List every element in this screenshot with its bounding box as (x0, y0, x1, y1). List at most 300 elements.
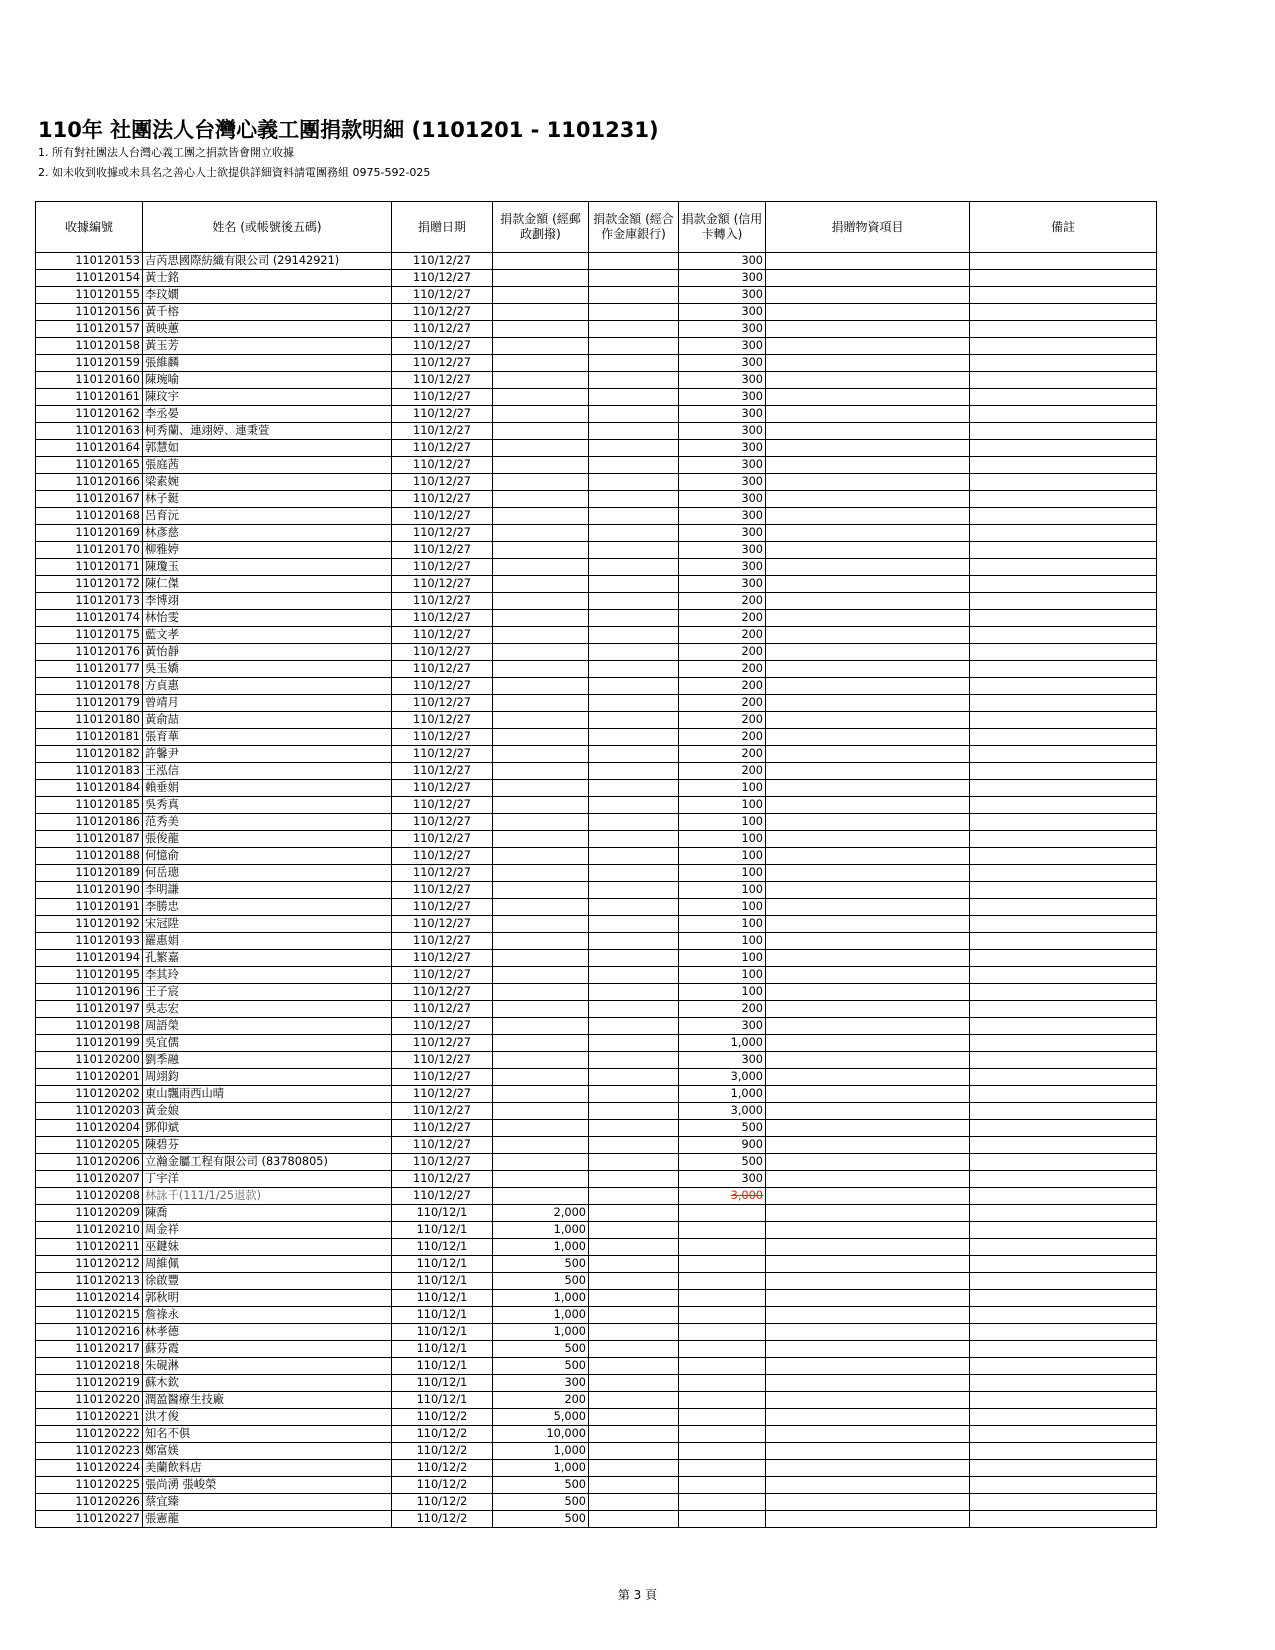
remarks-cell (970, 916, 1157, 933)
table-row (36, 1018, 1157, 1035)
card-amount-cell (679, 1341, 766, 1358)
items-cell (766, 712, 970, 729)
items-cell (766, 627, 970, 644)
receipt-no-cell: 110120184 (36, 780, 143, 797)
receipt-no-cell: 110120222 (36, 1426, 143, 1443)
note-receipt: 1. 所有對社團法人台灣心義工團之捐款皆會開立收據 (38, 146, 294, 159)
card-amount-cell: 200 (679, 1001, 766, 1018)
donor-name-cell: 林彥慈 (143, 525, 392, 542)
table-row (36, 542, 1157, 559)
donation-date-cell: 110/12/2 (392, 1426, 493, 1443)
donor-name-cell: 宋冠陞 (143, 916, 392, 933)
postal-amount-cell (493, 338, 589, 355)
card-amount-cell: 100 (679, 797, 766, 814)
donor-name-cell: 蘇木欽 (143, 1375, 392, 1392)
remarks-cell (970, 1188, 1157, 1205)
items-cell (766, 1324, 970, 1341)
donation-date-cell: 110/12/27 (392, 1137, 493, 1154)
donor-name-cell: 朱硯淋 (143, 1358, 392, 1375)
card-amount-cell: 200 (679, 678, 766, 695)
donation-date-cell: 110/12/1 (392, 1307, 493, 1324)
donor-name-cell: 王泓信 (143, 763, 392, 780)
postal-amount-cell (493, 287, 589, 304)
items-cell (766, 661, 970, 678)
donor-name-cell: 陳瓊玉 (143, 559, 392, 576)
postal-amount-cell (493, 746, 589, 763)
items-cell (766, 1375, 970, 1392)
donation-date-cell: 110/12/27 (392, 729, 493, 746)
donor-name-cell: 陳喬 (143, 1205, 392, 1222)
table-row (36, 1494, 1157, 1511)
remarks-cell (970, 338, 1157, 355)
remarks-cell (970, 1290, 1157, 1307)
bank-amount-cell (589, 474, 679, 491)
bank-amount-cell (589, 1018, 679, 1035)
donor-name-cell: 吳志宏 (143, 1001, 392, 1018)
items-cell (766, 372, 970, 389)
bank-amount-cell (589, 304, 679, 321)
card-amount-cell (679, 1290, 766, 1307)
table-row (36, 746, 1157, 763)
postal-amount-cell (493, 1171, 589, 1188)
card-amount-cell: 100 (679, 984, 766, 1001)
remarks-cell (970, 1137, 1157, 1154)
remarks-cell (970, 1324, 1157, 1341)
remarks-cell (970, 678, 1157, 695)
receipt-no-cell: 110120163 (36, 423, 143, 440)
card-amount-cell: 100 (679, 848, 766, 865)
donor-name-cell: 陳碧芬 (143, 1137, 392, 1154)
donation-date-cell: 110/12/27 (392, 1052, 493, 1069)
receipt-no-cell: 110120156 (36, 304, 143, 321)
receipt-no-cell: 110120188 (36, 848, 143, 865)
bank-amount-cell (589, 1205, 679, 1222)
postal-amount-cell (493, 1001, 589, 1018)
receipt-no-cell: 110120157 (36, 321, 143, 338)
remarks-cell (970, 1375, 1157, 1392)
card-amount-cell: 3,000 (679, 1103, 766, 1120)
receipt-no-cell: 110120166 (36, 474, 143, 491)
table-row (36, 1001, 1157, 1018)
postal-amount-cell: 200 (493, 1392, 589, 1409)
postal-amount-cell (493, 457, 589, 474)
postal-amount-cell (493, 1154, 589, 1171)
donor-name-cell: 張憲龍 (143, 1511, 392, 1528)
receipt-no-cell: 110120169 (36, 525, 143, 542)
donor-name-cell: 林孝德 (143, 1324, 392, 1341)
donor-name-cell: 何憶俞 (143, 848, 392, 865)
donation-date-cell: 110/12/27 (392, 933, 493, 950)
items-cell (766, 1494, 970, 1511)
bank-amount-cell (589, 831, 679, 848)
card-amount-cell: 300 (679, 542, 766, 559)
donation-date-cell: 110/12/2 (392, 1511, 493, 1528)
donation-date-cell: 110/12/27 (392, 814, 493, 831)
table-row (36, 933, 1157, 950)
postal-amount-cell: 1,000 (493, 1324, 589, 1341)
bank-amount-cell (589, 797, 679, 814)
donation-date-cell: 110/12/27 (392, 542, 493, 559)
donor-name-cell: 蘇芬霞 (143, 1341, 392, 1358)
postal-amount-cell (493, 508, 589, 525)
card-amount-cell: 300 (679, 406, 766, 423)
bank-amount-cell (589, 1324, 679, 1341)
postal-amount-cell (493, 950, 589, 967)
card-amount-cell: 200 (679, 661, 766, 678)
remarks-cell (970, 848, 1157, 865)
card-amount-cell: 200 (679, 729, 766, 746)
receipt-no-cell: 110120204 (36, 1120, 143, 1137)
donation-date-cell: 110/12/1 (392, 1392, 493, 1409)
table-row (36, 423, 1157, 440)
bank-amount-cell (589, 644, 679, 661)
card-amount-cell: 300 (679, 440, 766, 457)
donor-name-cell: 周翊鈞 (143, 1069, 392, 1086)
items-cell (766, 984, 970, 1001)
donor-name-cell: 蔡宜臻 (143, 1494, 392, 1511)
table-row (36, 559, 1157, 576)
items-cell (766, 321, 970, 338)
receipt-no-cell: 110120224 (36, 1460, 143, 1477)
donation-date-cell: 110/12/27 (392, 423, 493, 440)
col-remarks: 備註 (970, 202, 1157, 253)
receipt-no-cell: 110120206 (36, 1154, 143, 1171)
receipt-no-cell: 110120202 (36, 1086, 143, 1103)
items-cell (766, 882, 970, 899)
remarks-cell (970, 457, 1157, 474)
receipt-no-cell: 110120205 (36, 1137, 143, 1154)
postal-amount-cell: 500 (493, 1494, 589, 1511)
items-cell (766, 1001, 970, 1018)
items-cell (766, 1222, 970, 1239)
table-row (36, 440, 1157, 457)
donation-date-cell: 110/12/27 (392, 389, 493, 406)
bank-amount-cell (589, 916, 679, 933)
postal-amount-cell (493, 542, 589, 559)
donation-date-cell: 110/12/27 (392, 695, 493, 712)
table-row (36, 1460, 1157, 1477)
bank-amount-cell (589, 1392, 679, 1409)
donation-date-cell: 110/12/27 (392, 865, 493, 882)
donation-date-cell: 110/12/27 (392, 831, 493, 848)
card-amount-cell: 200 (679, 593, 766, 610)
table-row (36, 1324, 1157, 1341)
donation-date-cell: 110/12/1 (392, 1341, 493, 1358)
remarks-cell (970, 508, 1157, 525)
postal-amount-cell (493, 440, 589, 457)
donor-name-cell: 方貞惠 (143, 678, 392, 695)
remarks-cell (970, 780, 1157, 797)
card-amount-cell: 300 (679, 576, 766, 593)
bank-amount-cell (589, 423, 679, 440)
bank-amount-cell (589, 1239, 679, 1256)
donor-name-cell: 羅惠娟 (143, 933, 392, 950)
card-amount-cell: 300 (679, 355, 766, 372)
donation-date-cell: 110/12/1 (392, 1358, 493, 1375)
bank-amount-cell (589, 1103, 679, 1120)
card-amount-cell (679, 1205, 766, 1222)
receipt-no-cell: 110120186 (36, 814, 143, 831)
items-cell (766, 576, 970, 593)
card-amount-cell: 300 (679, 1018, 766, 1035)
receipt-no-cell: 110120220 (36, 1392, 143, 1409)
items-cell (766, 678, 970, 695)
bank-amount-cell (589, 355, 679, 372)
items-cell (766, 746, 970, 763)
receipt-no-cell: 110120223 (36, 1443, 143, 1460)
table-row (36, 1375, 1157, 1392)
remarks-cell (970, 695, 1157, 712)
bank-amount-cell (589, 899, 679, 916)
remarks-cell (970, 746, 1157, 763)
card-amount-cell: 500 (679, 1154, 766, 1171)
items-cell (766, 916, 970, 933)
items-cell (766, 644, 970, 661)
bank-amount-cell (589, 508, 679, 525)
card-amount-cell: 200 (679, 746, 766, 763)
donation-date-cell: 110/12/27 (392, 253, 493, 270)
table-body (36, 253, 1157, 1528)
receipt-no-cell: 110120167 (36, 491, 143, 508)
items-cell (766, 695, 970, 712)
bank-amount-cell (589, 525, 679, 542)
receipt-no-cell: 110120199 (36, 1035, 143, 1052)
remarks-cell (970, 899, 1157, 916)
card-amount-cell (679, 1375, 766, 1392)
card-amount-cell (679, 1256, 766, 1273)
receipt-no-cell: 110120153 (36, 253, 143, 270)
donation-date-cell: 110/12/2 (392, 1460, 493, 1477)
table-row (36, 1409, 1157, 1426)
donor-name-cell: 李玟嫺 (143, 287, 392, 304)
donation-date-cell: 110/12/27 (392, 474, 493, 491)
donation-date-cell: 110/12/27 (392, 678, 493, 695)
donor-name-cell: 劉季融 (143, 1052, 392, 1069)
remarks-cell (970, 1069, 1157, 1086)
card-amount-cell: 100 (679, 950, 766, 967)
table-row (36, 1477, 1157, 1494)
card-amount-cell (679, 1239, 766, 1256)
donor-name-cell: 李勝忠 (143, 899, 392, 916)
items-cell (766, 1273, 970, 1290)
table-row (36, 508, 1157, 525)
bank-amount-cell (589, 1409, 679, 1426)
postal-amount-cell: 500 (493, 1341, 589, 1358)
table-row (36, 372, 1157, 389)
remarks-cell (970, 474, 1157, 491)
remarks-cell (970, 423, 1157, 440)
receipt-no-cell: 110120179 (36, 695, 143, 712)
bank-amount-cell (589, 1154, 679, 1171)
postal-amount-cell (493, 576, 589, 593)
items-cell (766, 1477, 970, 1494)
bank-amount-cell (589, 1001, 679, 1018)
card-amount-cell (679, 1477, 766, 1494)
postal-amount-cell (493, 559, 589, 576)
remarks-cell (970, 1307, 1157, 1324)
table-row (36, 865, 1157, 882)
postal-amount-cell (493, 882, 589, 899)
bank-amount-cell (589, 746, 679, 763)
table-row (36, 916, 1157, 933)
donor-name-cell: 吳玉嬌 (143, 661, 392, 678)
donor-name-cell: 何岳璁 (143, 865, 392, 882)
bank-amount-cell (589, 1375, 679, 1392)
table-row (36, 270, 1157, 287)
items-cell (766, 525, 970, 542)
items-cell (766, 1018, 970, 1035)
remarks-cell (970, 1086, 1157, 1103)
postal-amount-cell (493, 1052, 589, 1069)
donation-date-cell: 110/12/27 (392, 1154, 493, 1171)
col-postal: 捐款金額 (經郵政劃撥) (493, 202, 589, 253)
table-row (36, 1256, 1157, 1273)
receipt-no-cell: 110120198 (36, 1018, 143, 1035)
items-cell (766, 1188, 970, 1205)
receipt-no-cell: 110120212 (36, 1256, 143, 1273)
bank-amount-cell (589, 338, 679, 355)
donor-name-cell: 立瀚金屬工程有限公司 (83780805) (143, 1154, 392, 1171)
donation-date-cell: 110/12/27 (392, 1069, 493, 1086)
remarks-cell (970, 1035, 1157, 1052)
donation-date-cell: 110/12/27 (392, 882, 493, 899)
table-row (36, 899, 1157, 916)
remarks-cell (970, 933, 1157, 950)
bank-amount-cell (589, 440, 679, 457)
items-cell (766, 933, 970, 950)
donor-name-cell: 張俊龍 (143, 831, 392, 848)
card-amount-cell: 300 (679, 287, 766, 304)
remarks-cell (970, 644, 1157, 661)
card-amount-cell (679, 1460, 766, 1477)
table-row (36, 1341, 1157, 1358)
card-amount-cell: 100 (679, 916, 766, 933)
remarks-cell (970, 1358, 1157, 1375)
items-cell (766, 1052, 970, 1069)
receipt-no-cell: 110120207 (36, 1171, 143, 1188)
receipt-no-cell: 110120208 (36, 1188, 143, 1205)
donor-name-cell: 張庭茜 (143, 457, 392, 474)
items-cell (766, 406, 970, 423)
donation-date-cell: 110/12/27 (392, 355, 493, 372)
items-cell (766, 508, 970, 525)
card-amount-cell: 100 (679, 865, 766, 882)
remarks-cell (970, 406, 1157, 423)
donation-date-cell: 110/12/1 (392, 1256, 493, 1273)
table-row (36, 1052, 1157, 1069)
remarks-cell (970, 661, 1157, 678)
table-row (36, 389, 1157, 406)
remarks-cell (970, 542, 1157, 559)
table-row (36, 253, 1157, 270)
receipt-no-cell: 110120219 (36, 1375, 143, 1392)
postal-amount-cell (493, 1086, 589, 1103)
table-row (36, 950, 1157, 967)
table-header-row (36, 202, 1157, 253)
items-cell (766, 1358, 970, 1375)
items-cell (766, 780, 970, 797)
card-amount-cell: 900 (679, 1137, 766, 1154)
receipt-no-cell: 110120195 (36, 967, 143, 984)
bank-amount-cell (589, 1120, 679, 1137)
donor-name-cell: 巫鍵妹 (143, 1239, 392, 1256)
donor-name-cell: 周語榮 (143, 1018, 392, 1035)
donor-name-cell: 李其玲 (143, 967, 392, 984)
donor-name-cell: 陳玟宇 (143, 389, 392, 406)
receipt-no-cell: 110120190 (36, 882, 143, 899)
donor-name-cell: 許馨尹 (143, 746, 392, 763)
donor-name-cell: 周維佩 (143, 1256, 392, 1273)
receipt-no-cell: 110120213 (36, 1273, 143, 1290)
donor-name-cell: 林怡雯 (143, 610, 392, 627)
table-row (36, 576, 1157, 593)
donor-name-cell: 陳琬喻 (143, 372, 392, 389)
receipt-no-cell: 110120170 (36, 542, 143, 559)
table-row (36, 1222, 1157, 1239)
items-cell (766, 899, 970, 916)
remarks-cell (970, 321, 1157, 338)
bank-amount-cell (589, 661, 679, 678)
items-cell (766, 1290, 970, 1307)
remarks-cell (970, 950, 1157, 967)
donation-date-cell: 110/12/27 (392, 270, 493, 287)
items-cell (766, 542, 970, 559)
items-cell (766, 1239, 970, 1256)
donor-name-cell: 陳仁傑 (143, 576, 392, 593)
bank-amount-cell (589, 1494, 679, 1511)
receipt-no-cell: 110120173 (36, 593, 143, 610)
postal-amount-cell (493, 661, 589, 678)
donor-name-cell: 曾靖月 (143, 695, 392, 712)
remarks-cell (970, 491, 1157, 508)
postal-amount-cell (493, 1018, 589, 1035)
receipt-no-cell: 110120214 (36, 1290, 143, 1307)
donor-name-cell: 柳雅婷 (143, 542, 392, 559)
receipt-no-cell: 110120221 (36, 1409, 143, 1426)
card-amount-cell: 300 (679, 304, 766, 321)
postal-amount-cell: 500 (493, 1273, 589, 1290)
table-row (36, 1137, 1157, 1154)
receipt-no-cell: 110120216 (36, 1324, 143, 1341)
table-row (36, 1035, 1157, 1052)
bank-amount-cell (589, 984, 679, 1001)
postal-amount-cell (493, 253, 589, 270)
receipt-no-cell: 110120201 (36, 1069, 143, 1086)
table-row (36, 1205, 1157, 1222)
donation-date-cell: 110/12/27 (392, 440, 493, 457)
bank-amount-cell (589, 1171, 679, 1188)
receipt-no-cell: 110120218 (36, 1358, 143, 1375)
note-contact: 2. 如未收到收據或未具名之善心人士欲提供詳細資料請電團務組 0975-592-025 (38, 166, 431, 179)
donor-name-cell: 王子宸 (143, 984, 392, 1001)
donation-date-cell: 110/12/27 (392, 627, 493, 644)
card-amount-cell: 300 (679, 321, 766, 338)
remarks-cell (970, 1205, 1157, 1222)
table-row (36, 491, 1157, 508)
donor-name-cell: 李丞晏 (143, 406, 392, 423)
bank-amount-cell (589, 576, 679, 593)
bank-amount-cell (589, 712, 679, 729)
col-date: 捐贈日期 (392, 202, 493, 253)
postal-amount-cell: 1,000 (493, 1460, 589, 1477)
items-cell (766, 491, 970, 508)
card-amount-cell: 300 (679, 559, 766, 576)
col-receipt-no: 收據編號 (36, 202, 143, 253)
postal-amount-cell (493, 1188, 589, 1205)
items-cell (766, 270, 970, 287)
items-cell (766, 1154, 970, 1171)
donor-name-cell: 藍文孝 (143, 627, 392, 644)
